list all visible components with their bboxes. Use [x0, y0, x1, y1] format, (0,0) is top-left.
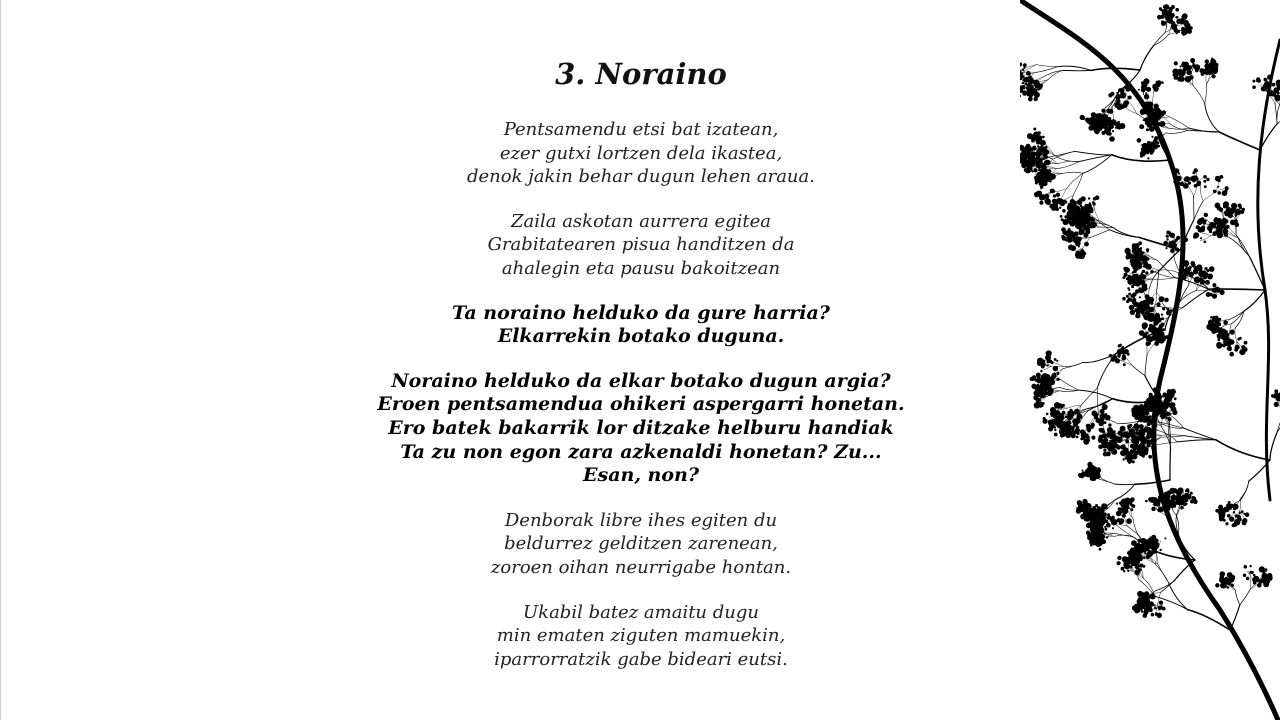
poem-line: ezer gutxi lortzen dela ikastea, — [499, 142, 783, 164]
stanza-5 — [241, 509, 1041, 580]
poem-line: Ta zu non egon zara azkenaldi honetan? Zu... — [400, 440, 882, 463]
poem-line: Elkarrekin botako duguna. — [497, 325, 785, 348]
stanza-1 — [241, 118, 1041, 189]
poem — [241, 52, 1041, 692]
poem-line: iparrorratzik gabe bideari eutsi. — [494, 648, 788, 670]
poem-line: Denborak libre ihes egiten du — [504, 509, 778, 531]
poem-line: Zaila askotan aurrera egitea — [511, 210, 771, 232]
poem-line: Pentsamendu etsi bat izatean, — [503, 119, 779, 140]
stanza-3-chorus — [241, 302, 1041, 349]
stanza-6 — [241, 601, 1041, 672]
stanza-2 — [241, 210, 1041, 281]
poem-line: Grabitatearen pisua handitzen da — [487, 234, 795, 256]
poem-line: Esan, non? — [583, 464, 699, 487]
poem-line: Noraino helduko da elkar botako dugun argia? — [391, 369, 891, 392]
poem-line: Ukabil batez amaitu dugu — [523, 601, 759, 623]
poem-line: zoroen oihan neurrigabe hontan. — [490, 556, 792, 578]
poem-line: Ero batek bakarrik lor ditzake helburu handiak — [388, 416, 894, 439]
poem-line: Eroen pentsamendua ohikeri aspergarri honetan. — [377, 393, 905, 416]
poem-line: Ta noraino helduko da gure harria? — [452, 301, 830, 324]
poem-line: min ematen ziguten mamuekin, — [496, 625, 786, 647]
poem-title: 3. Noraino — [555, 57, 727, 91]
poem-line: beldurrez gelditzen zarenean, — [504, 533, 778, 555]
poem-line: ahalegin eta pausu bakoitzean — [501, 257, 781, 279]
tree-branch-decoration — [1020, 0, 1280, 720]
stanza-4-chorus — [241, 370, 1041, 488]
poem-line: denok jakin behar dugun lehen araua. — [467, 166, 815, 188]
